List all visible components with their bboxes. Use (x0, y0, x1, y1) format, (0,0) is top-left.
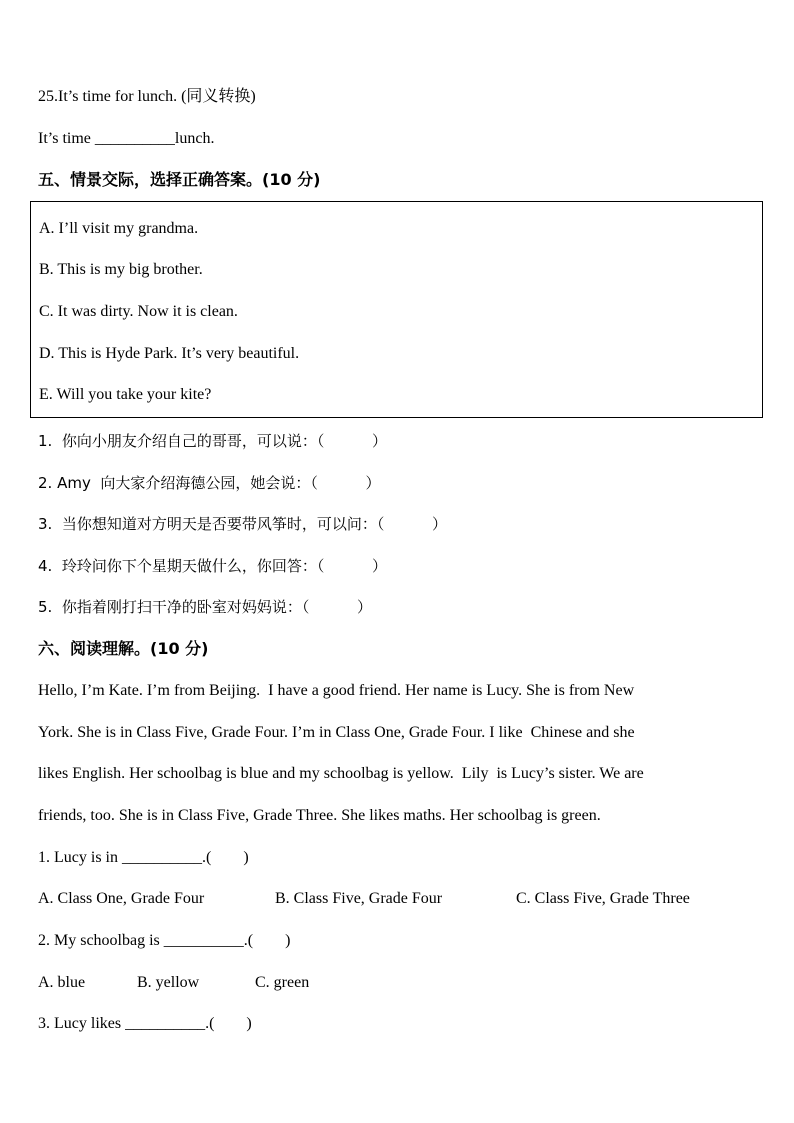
reading-q2-choice-b[interactable]: B. yellow (137, 974, 200, 991)
section5-question-2[interactable]: 2. Amy 向大家介绍海德公园，她会说：（ ） (38, 474, 381, 492)
section5-question-4[interactable]: 4. 玲玲问你下个星期天做什么，你回答：（ ） (38, 557, 388, 575)
q25-answer-prefix: It’s time (38, 130, 95, 147)
section5-question-1[interactable]: 1. 你向小朋友介绍自己的哥哥，可以说：（ ） (38, 432, 388, 450)
section5-question-5[interactable]: 5. 你指着刚打扫干净的卧室对妈妈说：（ ） (38, 598, 373, 616)
q25-answer-line (38, 129, 214, 149)
option-a: A. I’ll visit my grandma. (39, 220, 199, 237)
reading-q2-choice-a[interactable]: A. blue (38, 974, 86, 991)
section5-question-3[interactable]: 3. 当你想知道对方明天是否要带风筝时，可以问：（ ） (38, 515, 448, 533)
reading-question-3[interactable]: 3. Lucy likes __________.( ) (38, 1015, 252, 1032)
section5-options-box (30, 201, 763, 418)
passage-line: likes English. Her schoolbag is blue and my schoolbag is yellow. Lily is Lucy’s sister. We are (38, 765, 644, 782)
reading-q1-choice-a[interactable]: A. Class One, Grade Four (38, 890, 205, 907)
reading-question-2[interactable]: 2. My schoolbag is __________.( ) (38, 932, 291, 949)
option-d: D. This is Hyde Park. It’s very beautiful. (39, 345, 300, 362)
option-e: E. Will you take your kite? (39, 386, 212, 403)
reading-q1-choice-c[interactable]: C. Class Five, Grade Three (516, 890, 690, 907)
q25-answer-blank[interactable]: __________ (94, 130, 175, 147)
passage-line: Hello, I’m Kate. I’m from Beijing. I have a good friend. Her name is Lucy. She is from New (38, 682, 635, 699)
passage-line: York. She is in Class Five, Grade Four. I’m in Class One, Grade Four. I like Chinese and she (38, 724, 635, 741)
option-c: C. It was dirty. Now it is clean. (39, 303, 238, 320)
q25-answer-suffix: lunch. (174, 130, 215, 147)
section6-heading: 六、阅读理解。(10 分) (38, 639, 209, 658)
reading-question-1[interactable]: 1. Lucy is in __________.( ) (38, 849, 249, 866)
option-b: B. This is my big brother. (39, 261, 203, 278)
reading-q1-choice-b[interactable]: B. Class Five, Grade Four (275, 890, 443, 907)
section5-heading: 五、情景交际，选择正确答案。(10 分) (38, 170, 321, 189)
passage-line: friends, too. She is in Class Five, Grade Three. She likes maths. Her schoolbag is green. (38, 807, 601, 824)
q25-prompt: 25.It’s time for lunch. (同义转换) (38, 88, 256, 105)
reading-q2-choice-c[interactable]: C. green (255, 974, 310, 991)
